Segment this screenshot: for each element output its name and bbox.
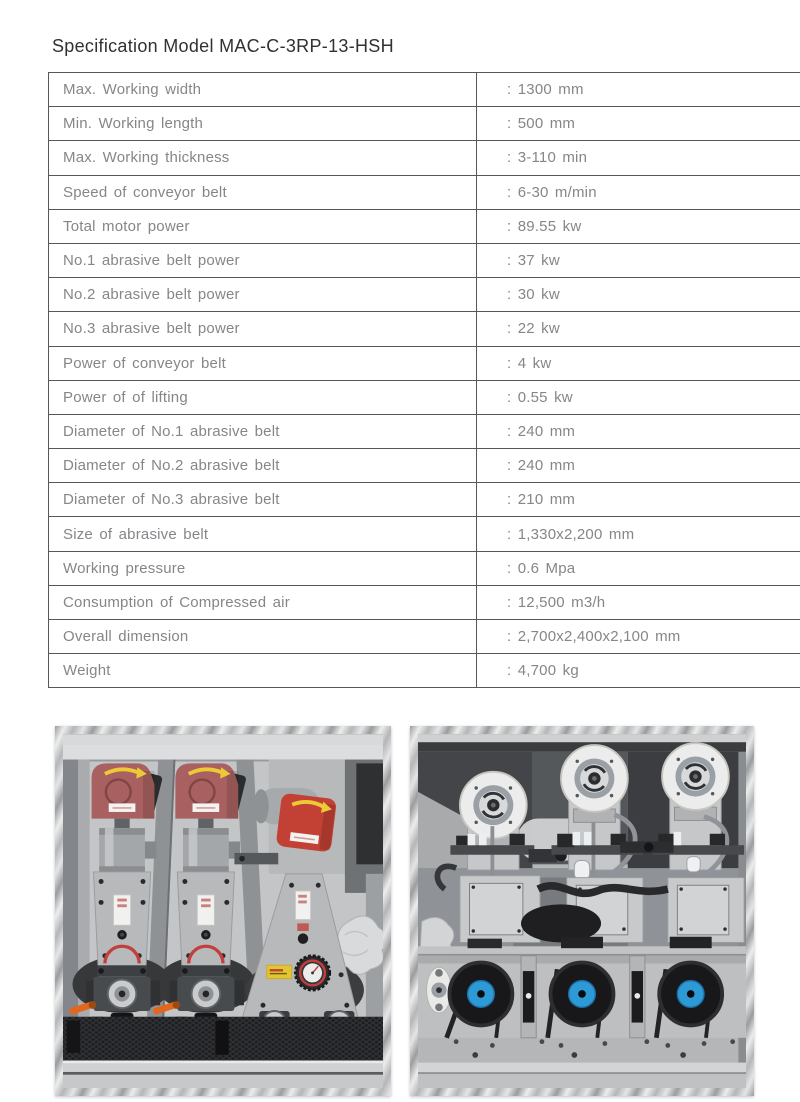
page-title: Specification Model MAC-C-3RP-13-HSH: [52, 36, 394, 56]
machine-photo-left: [55, 726, 391, 1096]
spec-label: Overall dimension: [49, 620, 477, 654]
spec-value: : 4,700 kg: [477, 654, 800, 688]
spec-label: Size of abrasive belt: [49, 517, 477, 551]
spec-row: [49, 209, 800, 243]
spec-row: [49, 517, 800, 551]
spec-value: : 30 kw: [477, 278, 800, 312]
machine-base: [418, 1063, 746, 1088]
spec-row: [49, 654, 800, 688]
spec-value: : 1,330x2,200 mm: [477, 517, 800, 551]
spec-label: Power of of lifting: [49, 380, 477, 414]
spec-label: Diameter of No.1 abrasive belt: [49, 414, 477, 448]
spec-label: Power of conveyor belt: [49, 346, 477, 380]
ceramic-insulator: [574, 860, 589, 879]
machine-base: [63, 1017, 383, 1087]
spec-value: : 4 kw: [477, 346, 800, 380]
spec-value: : 0.55 kw: [477, 380, 800, 414]
spec-row: [49, 73, 800, 107]
flange-bearing: [427, 967, 452, 1013]
spec-row: [49, 107, 800, 141]
spec-value: : 12,500 m3/h: [477, 585, 800, 619]
spec-value: : 0.6 Mpa: [477, 551, 800, 585]
spec-row: [49, 175, 800, 209]
spec-row: [49, 312, 800, 346]
spec-label: Diameter of No.3 abrasive belt: [49, 483, 477, 517]
spec-label: No.1 abrasive belt power: [49, 243, 477, 277]
spec-label: No.2 abrasive belt power: [49, 278, 477, 312]
spec-value: : 1300 mm: [477, 73, 800, 107]
spec-value: : 89.55 kw: [477, 209, 800, 243]
spec-value: : 2,700x2,400x2,100 mm: [477, 620, 800, 654]
spec-label: Max. Working width: [49, 73, 477, 107]
spec-value: : 210 mm: [477, 483, 800, 517]
machine-photos: [55, 726, 754, 1096]
pressure-gauge: [295, 956, 329, 990]
spec-label: Min. Working length: [49, 107, 477, 141]
warning-label: [267, 965, 292, 978]
spec-row: [49, 585, 800, 619]
machine-photo-right-illustration: [418, 734, 746, 1088]
machine-photo-left-illustration: [63, 734, 383, 1088]
spec-row: [49, 278, 800, 312]
spec-value: : 240 mm: [477, 414, 800, 448]
spec-label: Max. Working thickness: [49, 141, 477, 175]
spec-label: Consumption of Compressed air: [49, 585, 477, 619]
spec-row: [49, 346, 800, 380]
corrugated-duct: [521, 904, 601, 942]
spec-row: [49, 483, 800, 517]
spec-row: [49, 380, 800, 414]
spec-value: : 500 mm: [477, 107, 800, 141]
spec-value: : 240 mm: [477, 449, 800, 483]
spec-label: Diameter of No.2 abrasive belt: [49, 449, 477, 483]
spec-value: : 22 kw: [477, 312, 800, 346]
spec-value: : 6-30 m/min: [477, 175, 800, 209]
spec-table: [48, 72, 800, 688]
spec-row: [49, 551, 800, 585]
spec-row: [49, 243, 800, 277]
spec-value: : 37 kw: [477, 243, 800, 277]
spec-row: [49, 449, 800, 483]
machine-photo-right: [410, 726, 754, 1096]
spec-label: Working pressure: [49, 551, 477, 585]
spec-row: [49, 414, 800, 448]
spec-row: [49, 141, 800, 175]
spec-label: Weight: [49, 654, 477, 688]
spec-value: : 3-110 min: [477, 141, 800, 175]
spec-label: No.3 abrasive belt power: [49, 312, 477, 346]
spec-label: Total motor power: [49, 209, 477, 243]
spec-label: Speed of conveyor belt: [49, 175, 477, 209]
spec-row: [49, 620, 800, 654]
